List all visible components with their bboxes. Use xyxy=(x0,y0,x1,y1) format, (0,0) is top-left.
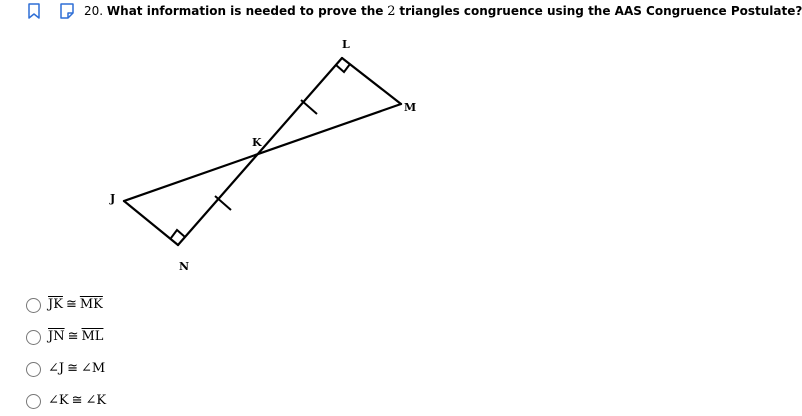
congruent-symbol: ≅ xyxy=(67,329,79,344)
segment-label: $\overline{ML}$ xyxy=(81,329,104,344)
segment-lm xyxy=(342,58,401,104)
option-label xyxy=(48,360,105,378)
radio-button[interactable] xyxy=(26,394,41,409)
right-angle-marker-l xyxy=(336,64,350,72)
segment-ln xyxy=(178,58,342,245)
segment-jn xyxy=(124,201,178,245)
segment-label: $\overline{JK}$ xyxy=(48,297,63,312)
question-prompt-end: triangles congruence using the AAS Congruence Postulate? xyxy=(399,4,802,18)
angle-label: ∠K xyxy=(85,393,107,408)
right-angle-marker-n xyxy=(171,230,185,238)
radio-button[interactable] xyxy=(26,330,41,345)
label-k: K xyxy=(252,136,262,149)
option-label xyxy=(48,392,106,410)
angle-label: ∠M xyxy=(81,361,106,376)
tick-mark-kn xyxy=(215,196,231,210)
segment-label: $\overline{MK}$ xyxy=(79,297,103,312)
tick-mark-lk xyxy=(301,100,317,114)
option-label xyxy=(48,328,103,346)
label-m: M xyxy=(404,101,417,114)
radio-button[interactable] xyxy=(26,298,41,313)
segment-label: $\overline{JN}$ xyxy=(48,329,65,344)
label-j: J xyxy=(110,192,116,205)
question-count: 2 xyxy=(387,4,396,19)
label-l: L xyxy=(342,38,350,51)
congruent-symbol: ≅ xyxy=(71,393,83,408)
radio-button[interactable] xyxy=(26,362,41,377)
label-n: N xyxy=(179,260,190,273)
option-label xyxy=(48,296,103,314)
congruent-symbol: ≅ xyxy=(67,361,79,376)
question-number: 20. xyxy=(84,4,104,18)
angle-label: ∠J xyxy=(48,361,65,376)
angle-label: ∠K xyxy=(48,393,69,408)
question-prompt-start: What information is needed to prove the xyxy=(106,4,384,18)
congruent-symbol: ≅ xyxy=(65,297,77,312)
segment-jm xyxy=(124,104,401,201)
